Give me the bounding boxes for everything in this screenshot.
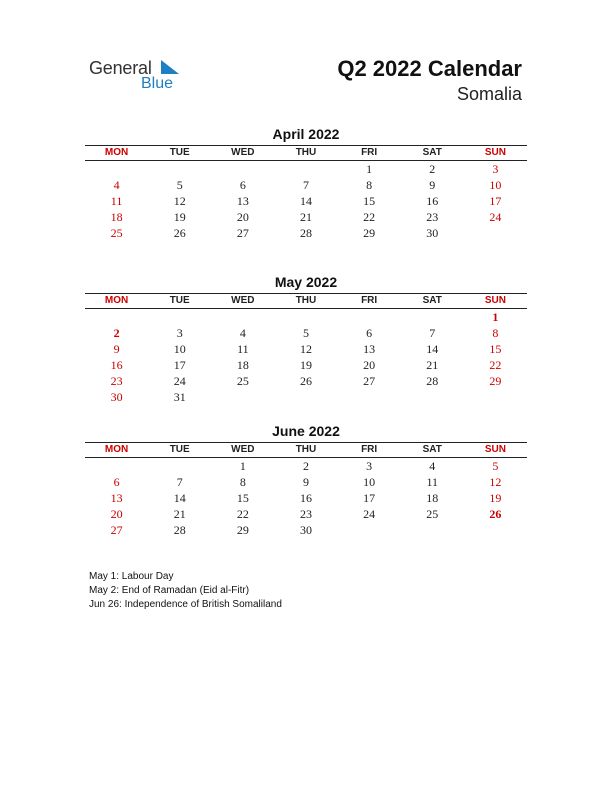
- week-row: [85, 325, 527, 341]
- day-cell: [211, 389, 274, 405]
- day-cell: [211, 161, 274, 177]
- day-cell: 8: [492, 326, 499, 340]
- day-cell: 13: [110, 491, 123, 505]
- day-cell: 20: [236, 210, 249, 224]
- day-cell: 7: [429, 326, 436, 340]
- day-cell: 15: [489, 342, 502, 356]
- day-cell: 26: [173, 226, 186, 240]
- day-cell: 7: [176, 475, 183, 489]
- day-cell: 1: [366, 162, 373, 176]
- day-cell: [148, 309, 211, 325]
- day-cell: 17: [489, 194, 502, 208]
- day-cell: 1: [239, 459, 246, 473]
- weekday-label: THU: [295, 295, 317, 306]
- day-cell: 5: [176, 178, 183, 192]
- day-cell: 12: [173, 194, 186, 208]
- day-cell: [401, 522, 464, 538]
- logo-text-blue: Blue: [141, 75, 174, 92]
- weekday-label: WED: [231, 444, 255, 455]
- day-cell: 28: [299, 226, 312, 240]
- day-cell: 27: [236, 226, 249, 240]
- weekday-label: WED: [231, 295, 255, 306]
- logo-text-general: General: [89, 58, 152, 78]
- day-cell: 2: [302, 459, 309, 473]
- day-cell: 23: [299, 507, 312, 521]
- day-cell: 1: [492, 310, 499, 324]
- day-cell: 6: [239, 178, 246, 192]
- day-cell: 13: [236, 194, 249, 208]
- month-title: May 2022: [274, 274, 338, 290]
- weekday-label: SUN: [484, 295, 506, 306]
- week-row: [85, 309, 527, 325]
- day-cell: 8: [366, 178, 373, 192]
- day-cell: 19: [173, 210, 186, 224]
- holiday-notes: [89, 570, 282, 612]
- day-cell: 6: [366, 326, 373, 340]
- day-cell: 30: [110, 390, 123, 404]
- day-cell: 29: [236, 523, 249, 537]
- day-cell: 18: [110, 210, 123, 224]
- day-cell: 22: [236, 507, 249, 521]
- weekday-header: [85, 443, 527, 457]
- day-cell: 2: [429, 162, 436, 176]
- weekday-label: TUE: [169, 147, 190, 158]
- day-cell: 17: [363, 491, 376, 505]
- day-cell: 24: [489, 210, 502, 224]
- day-cell: 18: [236, 358, 249, 372]
- day-cell: 3: [366, 459, 373, 473]
- day-cell: 13: [363, 342, 376, 356]
- month-block-june: [85, 422, 527, 538]
- weekday-label: FRI: [361, 444, 378, 455]
- weekday-label: SUN: [484, 147, 506, 158]
- day-cell: 30: [426, 226, 439, 240]
- day-cell: 17: [173, 358, 186, 372]
- day-cell: [401, 309, 464, 325]
- day-cell: 7: [302, 178, 309, 192]
- day-cell: 19: [299, 358, 312, 372]
- weekday-label: MON: [104, 147, 129, 158]
- day-cell: 12: [489, 475, 502, 489]
- day-cell: 27: [363, 374, 376, 388]
- day-cell: 8: [239, 475, 246, 489]
- weekday-label: MON: [104, 444, 129, 455]
- day-cell: 16: [110, 358, 123, 372]
- holiday-note: May 1: Labour Day: [89, 571, 174, 582]
- week-row: [85, 193, 527, 209]
- day-cell: 5: [302, 326, 309, 340]
- day-cell: 25: [110, 226, 123, 240]
- day-cell: 25: [426, 507, 439, 521]
- day-cell: 6: [113, 475, 120, 489]
- day-cell: 16: [426, 194, 439, 208]
- day-cell: 21: [426, 358, 439, 372]
- day-cell: 16: [299, 491, 312, 505]
- weekday-label: FRI: [361, 147, 378, 158]
- day-cell: 9: [113, 342, 120, 356]
- month-block-april: [85, 125, 527, 241]
- day-cell: 11: [110, 194, 123, 208]
- day-cell: [211, 309, 274, 325]
- day-cell: 15: [236, 491, 249, 505]
- weekday-label: THU: [295, 147, 317, 158]
- week-row: [85, 522, 527, 538]
- day-cell: 21: [299, 210, 312, 224]
- weekday-label: MON: [104, 295, 129, 306]
- weekday-label: FRI: [361, 295, 378, 306]
- day-cell: [85, 161, 148, 177]
- weekday-header: [85, 294, 527, 308]
- day-cell: 26: [489, 507, 502, 521]
- weekday-label: THU: [295, 444, 317, 455]
- day-cell: 9: [429, 178, 436, 192]
- day-cell: 28: [173, 523, 186, 537]
- day-cell: 21: [173, 507, 186, 521]
- page-subtitle: Somalia: [456, 84, 522, 104]
- week-row: [85, 389, 527, 405]
- day-cell: 10: [363, 475, 376, 489]
- day-cell: 4: [239, 326, 246, 340]
- day-cell: 18: [426, 491, 439, 505]
- day-cell: 20: [110, 507, 123, 521]
- page-title: Q2 2022 Calendar: [337, 56, 522, 81]
- day-cell: [338, 522, 401, 538]
- day-cell: 27: [110, 523, 123, 537]
- week-row: [85, 474, 527, 490]
- day-cell: 11: [426, 475, 439, 489]
- day-cell: [338, 309, 401, 325]
- day-cell: 11: [237, 342, 249, 356]
- week-row: [85, 458, 527, 474]
- day-cell: 5: [492, 459, 499, 473]
- week-row: [85, 490, 527, 506]
- day-cell: 22: [363, 210, 376, 224]
- month-block-may: [85, 273, 527, 405]
- day-cell: 20: [363, 358, 376, 372]
- day-cell: 24: [363, 507, 376, 521]
- day-cell: [85, 309, 148, 325]
- logo: [89, 56, 199, 96]
- day-cell: 9: [302, 475, 309, 489]
- day-cell: 22: [489, 358, 502, 372]
- day-cell: 30: [299, 523, 312, 537]
- day-cell: 3: [492, 162, 499, 176]
- day-cell: 14: [299, 194, 312, 208]
- month-title: April 2022: [272, 126, 340, 142]
- day-cell: 29: [363, 226, 376, 240]
- weekday-label: SAT: [422, 295, 442, 306]
- day-cell: 3: [176, 326, 183, 340]
- day-cell: [148, 458, 211, 474]
- day-cell: [274, 389, 337, 405]
- day-cell: 12: [299, 342, 312, 356]
- day-cell: 23: [426, 210, 439, 224]
- week-row: [85, 341, 527, 357]
- day-cell: [148, 161, 211, 177]
- weekday-header: [85, 146, 527, 160]
- day-cell: 4: [113, 178, 120, 192]
- weekday-label: TUE: [169, 295, 190, 306]
- holiday-note: May 2: End of Ramadan (Eid al-Fitr): [89, 585, 250, 596]
- day-cell: [401, 389, 464, 405]
- day-cell: 23: [110, 374, 123, 388]
- week-row: [85, 161, 527, 177]
- day-cell: 25: [236, 374, 249, 388]
- week-row: [85, 373, 527, 389]
- month-title: June 2022: [272, 423, 340, 439]
- week-row: [85, 506, 527, 522]
- day-cell: 2: [113, 326, 120, 340]
- day-cell: [338, 389, 401, 405]
- day-cell: 19: [489, 491, 502, 505]
- day-cell: [464, 225, 527, 241]
- day-cell: [274, 161, 337, 177]
- day-cell: 10: [489, 178, 502, 192]
- weekday-label: SAT: [422, 147, 442, 158]
- day-cell: 28: [426, 374, 439, 388]
- weekday-label: SUN: [484, 444, 506, 455]
- day-cell: 4: [429, 459, 436, 473]
- day-cell: [274, 309, 337, 325]
- weekday-label: SAT: [422, 444, 442, 455]
- holiday-note: Jun 26: Independence of British Somaliland: [89, 599, 282, 610]
- day-cell: [464, 389, 527, 405]
- day-cell: 29: [489, 374, 502, 388]
- week-row: [85, 225, 527, 241]
- logo-triangle-icon: [159, 60, 179, 74]
- day-cell: [85, 458, 148, 474]
- day-cell: 26: [299, 374, 312, 388]
- weekday-label: TUE: [169, 444, 190, 455]
- week-row: [85, 209, 527, 225]
- day-cell: 24: [173, 374, 186, 388]
- weekday-label: WED: [231, 147, 255, 158]
- week-row: [85, 357, 527, 373]
- day-cell: 10: [173, 342, 186, 356]
- day-cell: 14: [173, 491, 186, 505]
- day-cell: 14: [426, 342, 439, 356]
- day-cell: [464, 522, 527, 538]
- week-row: [85, 177, 527, 193]
- day-cell: 15: [363, 194, 376, 208]
- day-cell: 31: [173, 390, 186, 404]
